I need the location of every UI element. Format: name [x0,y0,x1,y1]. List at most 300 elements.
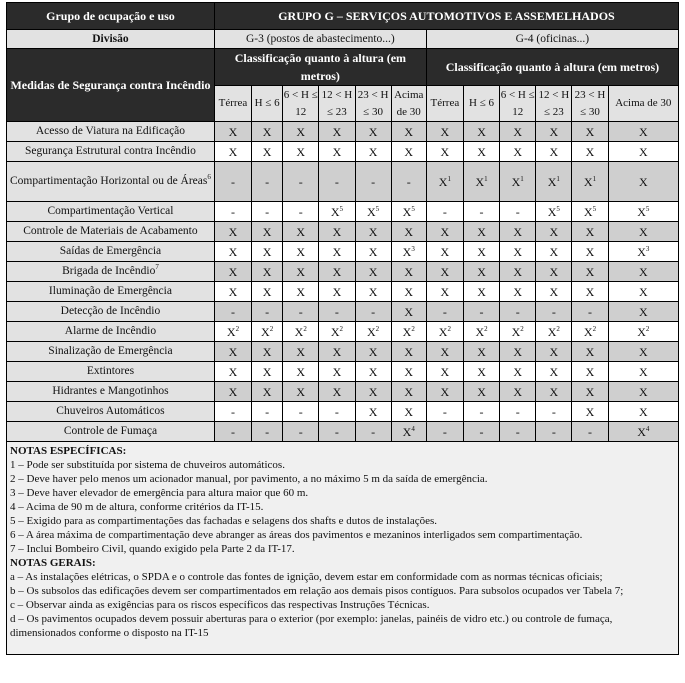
requirement-cell [355,122,391,142]
requirement-cell [536,282,572,302]
group-label: Grupo de ocupação e uso [7,3,215,30]
footnote-ref: 5 [411,204,415,213]
requirement-cell [608,422,678,442]
requirement-value: X [549,364,559,379]
requirement-value: X [440,284,450,299]
requirement-cell [463,162,499,202]
requirement-cell [391,262,426,282]
requirement-cell [426,282,463,302]
requirement-cell [536,142,572,162]
footnote-ref: 3 [411,244,415,253]
requirement-value: X [332,124,342,139]
requirement-value: - [371,424,376,439]
requirement-cell [426,262,463,282]
requirement-cell [608,262,678,282]
requirement-cell [283,422,319,442]
requirement-value: X [262,144,272,159]
requirement-cell [426,422,463,442]
footnote-ref: 1 [447,174,451,183]
requirement-cell [572,422,608,442]
requirement-value: - [230,174,235,189]
requirement-value: X [585,284,595,299]
requirement-cell [426,142,463,162]
requirement-cell [355,402,391,422]
requirement-cell [608,302,678,322]
requirement-value: X [262,124,272,139]
requirement-value: X [404,304,414,319]
requirement-value: X [637,324,646,339]
requirement-value: X [332,264,342,279]
requirement-cell [500,382,536,402]
requirement-cell [463,322,499,342]
measure-name: Chuveiros Automáticos [56,405,165,417]
requirement-cell [391,382,426,402]
division-label: Divisão [7,30,215,49]
requirement-value: X [638,404,648,419]
general-note: a – As instalações elétricas, o SPDA e o controle das fontes de ignição, devem estar em conformidade com as normas técnicas oficiais; [10,571,603,583]
requirement-value: X [638,224,648,239]
requirement-cell [500,242,536,262]
requirement-value: X [585,144,595,159]
requirement-cell [572,162,608,202]
requirement-cell [463,402,499,422]
footnote-ref: 4 [411,424,415,433]
requirement-cell [426,162,463,202]
requirement-value: - [265,304,270,319]
footnote-ref: 2 [556,324,560,333]
requirement-value: X [513,244,523,259]
requirement-cell [391,162,426,202]
table-row [7,122,679,142]
requirement-value: - [442,424,447,439]
requirement-value: X [368,404,378,419]
requirement-value: X [513,384,523,399]
requirement-value: X [585,364,595,379]
requirement-cell [214,282,251,302]
height-column-header: Acima de 30 [391,86,426,122]
requirement-cell [572,322,608,342]
footnote-ref: 2 [447,324,451,333]
measure-label [7,162,215,202]
footnote-ref: 5 [592,204,597,213]
requirement-value: X [226,324,236,339]
requirement-value: X [513,344,523,359]
requirement-value: X [477,264,486,279]
requirement-cell [608,202,678,222]
requirement-cell [426,382,463,402]
requirements-document [6,2,679,655]
requirement-value: X [549,384,559,399]
requirement-value: X [585,224,595,239]
requirement-value: X [330,204,340,219]
requirement-cell [214,362,251,382]
requirement-value: X [549,344,559,359]
height-column-header: Térrea [426,86,463,122]
requirement-value: - [298,404,303,419]
requirement-value: X [402,244,412,259]
requirement-cell [536,262,572,282]
requirement-value: X [296,244,306,259]
division-g3: G-3 (postos de abastecimento...) [214,30,426,49]
table-row [7,142,679,162]
requirement-value: - [479,424,484,439]
table-row [7,262,679,282]
requirement-value: X [477,124,486,139]
measure-name: Controle de Fumaça [63,425,158,437]
requirement-cell [572,122,608,142]
requirement-cell [536,362,572,382]
measure-label [7,202,215,222]
requirement-cell [426,302,463,322]
requirement-cell [214,302,251,322]
requirement-value: - [406,174,411,189]
requirement-cell [283,282,319,302]
requirement-value: - [479,404,484,419]
requirement-cell [463,382,499,402]
requirement-cell [500,202,536,222]
requirement-value: X [511,324,521,339]
requirement-cell [283,122,319,142]
requirement-value: X [296,284,306,299]
requirement-value: X [638,284,648,299]
requirement-cell [391,282,426,302]
requirement-value: X [262,264,272,279]
requirement-value: - [334,174,339,189]
measure-name: Iluminação de Emergência [48,285,172,297]
requirement-cell [463,342,499,362]
requirement-cell [608,242,678,262]
requirement-cell [319,302,355,322]
requirement-cell [214,422,251,442]
requirement-value: - [551,304,556,319]
requirement-cell [463,122,499,142]
requirement-cell [252,342,283,362]
requirement-value: - [371,304,376,319]
measure-label [7,142,215,162]
footnote-ref: 2 [235,324,240,333]
requirement-value: X [547,204,557,219]
requirement-cell [355,382,391,402]
requirement-value: X [294,324,304,339]
measure-name: Compartimentação Horizontal ou de Áreas [10,175,208,187]
requirement-cell [319,142,355,162]
requirement-cell [252,422,283,442]
requirement-value: X [477,144,486,159]
requirement-value: X [585,244,595,259]
requirement-cell [608,282,678,302]
requirement-cell [214,402,251,422]
table-row [7,322,679,342]
table-row [7,302,679,322]
requirement-cell [391,402,426,422]
measure-label [7,302,215,322]
requirement-cell [319,222,355,242]
requirement-value: X [402,324,412,339]
requirement-value: X [585,344,595,359]
requirement-cell [252,142,283,162]
specific-note: 7 – Inclui Bombeiro Civil, quando exigido pela Parte 2 da IT-17. [10,543,295,555]
requirement-value: - [442,204,447,219]
requirement-value: X [440,344,450,359]
general-note: d – Os pavimentos ocupados devem possuir aberturas para o exterior (por exemplo: janelas, painéis de vidro etc.) ou controle de fumaça, dimensionados conforme o disposto na IT-15 [10,613,613,639]
requirement-cell [355,142,391,162]
general-notes-list [10,570,674,640]
requirement-cell [319,122,355,142]
measure-name: Sinalização de Emergência [48,345,173,357]
requirement-cell [252,122,283,142]
measure-name: Detecção de Incêndio [60,305,161,317]
requirement-value: X [404,384,414,399]
requirement-cell [463,282,499,302]
requirement-cell [214,342,251,362]
requirement-value: X [332,144,342,159]
requirement-value: X [332,244,342,259]
table-row [7,422,679,442]
requirement-value: X [477,384,486,399]
requirement-cell [426,122,463,142]
requirement-value: X [638,124,648,139]
requirement-cell [355,302,391,322]
requirement-cell [391,242,426,262]
requirement-cell [536,422,572,442]
requirement-value: X [402,424,412,439]
requirement-cell [252,262,283,282]
requirement-value: - [298,424,303,439]
measure-name: Controle de Materiais de Acabamento [23,225,198,237]
requirement-cell [214,322,251,342]
requirement-cell [252,242,283,262]
requirement-cell [500,342,536,362]
requirement-value: X [475,174,485,189]
specific-note: 4 – Acima de 90 m de altura, conforme critérios da IT-15. [10,501,264,513]
requirement-cell [426,202,463,222]
requirement-value: - [265,204,270,219]
safety-measures-table [6,2,679,442]
general-note: b – Os subsolos das edificações devem ser compartimentados em relação aos demais pisos contíguos. Para subsolos ocupados ver Tabela 7; [10,585,624,597]
requirement-value: - [265,424,270,439]
requirement-cell [214,382,251,402]
table-row [7,242,679,262]
measure-name: Hidrantes e Mangotinhos [52,385,169,397]
requirement-value: X [368,264,378,279]
requirement-cell [319,262,355,282]
requirement-cell [252,282,283,302]
measure-label [7,382,215,402]
measure-label [7,242,215,262]
requirement-cell [500,122,536,142]
requirement-cell [283,202,319,222]
requirement-cell [391,422,426,442]
requirement-cell [608,342,678,362]
requirement-value: - [230,204,235,219]
requirement-value: X [547,174,557,189]
measure-name: Alarme de Incêndio [64,325,157,337]
requirement-value: X [549,284,559,299]
requirement-cell [500,222,536,242]
requirement-cell [572,242,608,262]
height-column-header: H ≤ 6 [252,86,283,122]
height-column-header: 23 < H ≤ 30 [355,86,391,122]
requirement-cell [214,142,251,162]
requirement-value: X [228,224,238,239]
footnote-ref: 4 [645,424,650,433]
requirement-value: X [296,384,306,399]
requirement-cell [214,162,251,202]
requirement-cell [572,362,608,382]
requirement-value: X [477,344,486,359]
measure-label [7,422,215,442]
requirement-cell [355,262,391,282]
requirement-value: X [404,264,414,279]
requirement-value: X [637,204,646,219]
requirement-cell [572,202,608,222]
footnote-ref: 2 [520,324,524,333]
footnote-ref: 2 [484,324,488,333]
height-column-header: 23 < H ≤ 30 [572,86,608,122]
requirement-cell [214,262,251,282]
requirement-value: X [438,324,448,339]
requirement-value: X [513,144,523,159]
requirement-value: - [515,304,520,319]
requirement-value: X [296,144,306,159]
specific-note: 3 – Deve haver elevador de emergência para altura maior que 60 m. [10,487,309,499]
requirement-cell [214,202,251,222]
requirement-value: X [583,324,593,339]
requirement-cell [252,162,283,202]
requirement-cell [319,422,355,442]
requirement-cell [608,162,678,202]
requirement-value: - [479,304,484,319]
requirement-cell [426,322,463,342]
requirement-value: X [638,264,648,279]
requirement-value: X [228,124,238,139]
requirement-value: X [549,264,559,279]
requirement-value: X [475,324,485,339]
notes-section [6,442,679,655]
requirement-value: X [404,124,414,139]
measure-label [7,322,215,342]
classification-g3: Classificação quanto à altura (em metros) [214,49,426,86]
requirement-value: - [551,424,556,439]
requirement-cell [536,302,572,322]
requirement-cell [283,322,319,342]
requirement-cell [500,362,536,382]
requirement-cell [391,142,426,162]
requirement-cell [252,322,283,342]
requirement-value: X [261,324,270,339]
height-column-header: 12 < H ≤ 23 [319,86,355,122]
requirement-value: X [583,204,593,219]
requirement-cell [500,282,536,302]
requirement-cell [252,362,283,382]
requirement-cell [426,402,463,422]
requirement-cell [536,202,572,222]
measure-label [7,222,215,242]
footnote-ref: 7 [155,263,159,272]
measure-name: Segurança Estrutural contra Incêndio [25,145,196,157]
requirement-cell [391,362,426,382]
requirement-value: X [228,244,238,259]
requirement-cell [463,262,499,282]
specific-note: 2 – Deve haver pelo menos um acionador manual, por pavimento, a no máximo 5 m da saída de emergência. [10,473,488,485]
specific-note: 5 – Exigido para as compartimentações das fachadas e selagens dos shafts e dutos de instalações. [10,515,438,527]
requirement-cell [536,242,572,262]
requirement-value: X [549,224,559,239]
requirement-value: - [515,204,520,219]
requirement-value: X [262,224,272,239]
requirement-value: - [588,424,592,439]
requirement-value: X [637,424,646,439]
requirement-value: X [549,144,559,159]
requirement-cell [283,262,319,282]
requirement-cell [500,322,536,342]
general-notes-title: NOTAS GERAIS: [10,557,96,569]
requirement-value: X [228,264,238,279]
requirement-value: X [332,344,342,359]
requirement-cell [252,302,283,322]
requirement-cell [319,242,355,262]
requirement-value: X [228,364,238,379]
requirement-cell [463,222,499,242]
requirement-cell [355,422,391,442]
requirement-cell [572,222,608,242]
footnote-ref: 3 [645,244,650,253]
requirement-value: - [442,404,447,419]
requirement-value: X [332,364,342,379]
requirement-value: X [404,344,414,359]
requirement-cell [319,402,355,422]
requirement-cell [572,302,608,322]
requirement-value: X [368,284,378,299]
requirement-cell [319,202,355,222]
table-row [7,382,679,402]
requirement-value: X [262,344,272,359]
footnote-ref: 2 [411,324,415,333]
requirement-value: X [513,364,523,379]
requirement-cell [283,142,319,162]
requirement-value: X [262,244,272,259]
table-row [7,222,679,242]
requirement-cell [319,362,355,382]
table-row [7,402,679,422]
height-column-header: 6 < H ≤ 12 [500,86,536,122]
requirement-cell [391,202,426,222]
requirement-cell [463,202,499,222]
requirement-value: - [479,204,484,219]
requirement-cell [572,342,608,362]
requirement-value: X [228,384,238,399]
requirement-value: X [585,384,595,399]
requirement-value: - [371,174,376,189]
requirement-cell [536,402,572,422]
requirement-cell [319,382,355,402]
requirement-cell [536,382,572,402]
table-row [7,342,679,362]
requirement-cell [391,322,426,342]
requirement-cell [500,162,536,202]
requirement-cell [391,122,426,142]
requirement-value: X [332,384,342,399]
height-column-header: 12 < H ≤ 23 [536,86,572,122]
height-column-header: 6 < H ≤ 12 [283,86,319,122]
specific-notes-list [10,458,674,556]
classification-g4: Classificação quanto à altura (em metros) [426,49,678,86]
requirement-cell [426,362,463,382]
footnote-ref: 5 [645,204,650,213]
requirement-value: X [547,324,557,339]
measure-name: Acesso de Viatura na Edificação [35,125,186,137]
requirement-cell [463,142,499,162]
